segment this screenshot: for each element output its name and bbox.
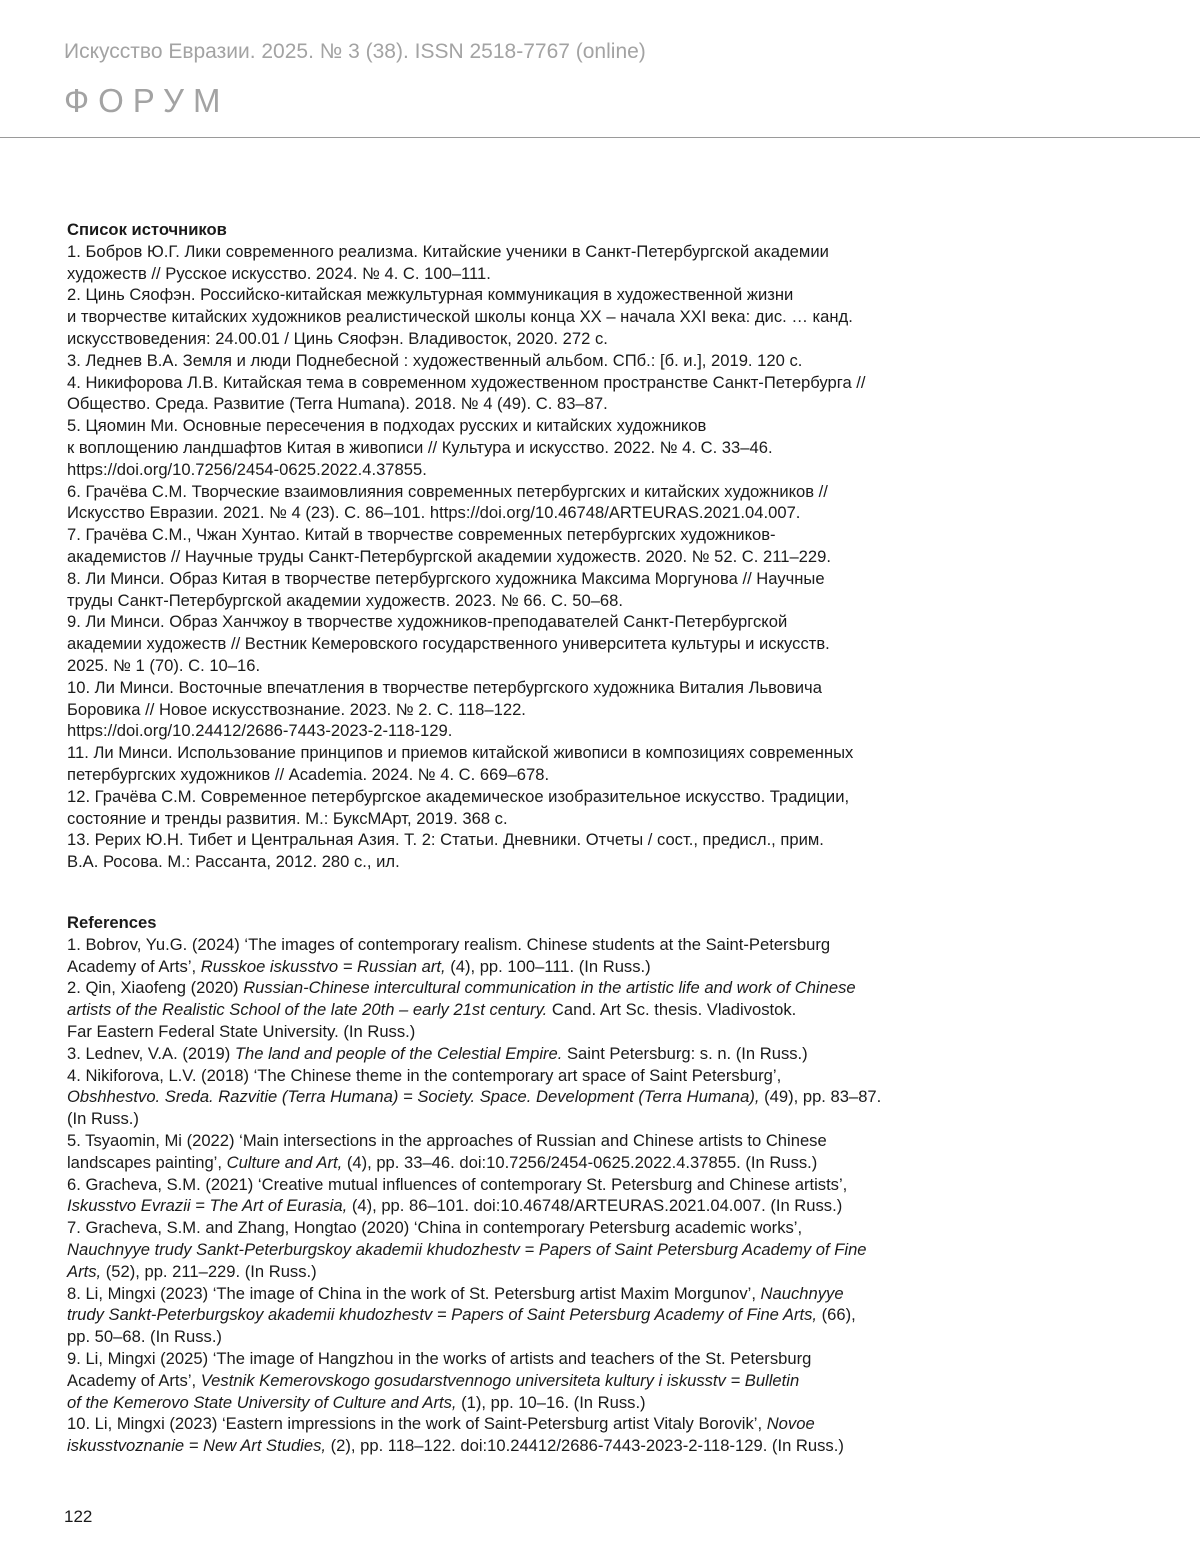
reference-line bbox=[67, 1435, 967, 1457]
source-line: 13. Рерих Ю.Н. Тибет и Центральная Азия. Т. 2: Статьи. Дневники. Отчеты / сост., предисл., прим. bbox=[67, 830, 824, 850]
source-line: искусствоведения: 24.00.01 / Цинь Сяофэн. Владивосток, 2020. 272 с. bbox=[67, 328, 608, 348]
source-line: академистов // Научные труды Санкт-Петербургской академии художеств. 2020. № 52. С. 211–229. bbox=[67, 546, 831, 566]
reference-line bbox=[67, 1217, 967, 1239]
reference-text-segment: Academy of Arts’, bbox=[67, 1370, 201, 1390]
source-line: 11. Ли Минси. Использование принципов и приемов китайской живописи в композициях современных bbox=[67, 743, 854, 763]
reference-line bbox=[67, 999, 967, 1021]
reference-text-segment: (In Russ.) bbox=[67, 1109, 139, 1129]
source-line: академии художеств // Вестник Кемеровского государственного университета культуры и искусств. bbox=[67, 634, 830, 654]
source-line: https://doi.org/10.24412/2686-7443-2023-2-118-129. bbox=[67, 721, 453, 741]
reference-line bbox=[67, 1326, 967, 1348]
source-line: и творчестве китайских художников реалистической школы конца XX – начала XXI века: дис. … канд. bbox=[67, 307, 853, 327]
reference-line bbox=[67, 1152, 967, 1174]
reference-text-segment: 10. Li, Mingxi (2023) ‘Eastern impressions in the work of Saint-Petersburg artist Vitaly Borovik’, bbox=[67, 1414, 767, 1434]
reference-line bbox=[67, 1108, 967, 1130]
page-number: 122 bbox=[64, 1507, 93, 1526]
reference-italic-segment: iskusstvoznanie = New Art Studies, bbox=[67, 1436, 327, 1456]
reference-text-segment: (4), pp. 33–46. doi:10.7256/2454-0625.2022.4.37855. (In Russ.) bbox=[342, 1152, 818, 1172]
source-line: 1. Бобров Ю.Г. Лики современного реализма. Китайские ученики в Санкт-Петербургской академии bbox=[67, 241, 829, 261]
source-line: 2. Цинь Сяофэн. Российско-китайская межкультурная коммуникация в художественной жизни bbox=[67, 285, 794, 305]
reference-italic-segment: Vestnik Kemerovskogo gosudarstvennogo universiteta kultury i iskusstv = Bulletin bbox=[200, 1370, 800, 1390]
reference-text-segment: (4), pp. 100–111. (In Russ.) bbox=[445, 956, 651, 976]
reference-text-segment: Saint Petersburg: s. n. (In Russ.) bbox=[562, 1043, 808, 1063]
reference-text-segment: (49), pp. 83–87. bbox=[759, 1087, 882, 1107]
reference-italic-segment: Russian-Chinese intercultural communication in the artistic life and work of Chinese bbox=[243, 978, 856, 998]
reference-italic-segment: Nauchnyye trudy Sankt-Peterburgskoy akademii khudozhestv = Papers of Saint Petersburg Academy of Fine bbox=[67, 1239, 867, 1259]
reference-text-segment: 1. Bobrov, Yu.G. (2024) ‘The images of contemporary realism. Chinese students at the Saint-Petersburg bbox=[67, 934, 831, 954]
references-list-en bbox=[67, 912, 967, 1457]
reference-italic-segment: The land and people of the Celestial Empire. bbox=[234, 1043, 563, 1063]
source-line: 7. Грачёва С.М., Чжан Хунтао. Китай в творчестве современных петербургских художников- bbox=[67, 525, 776, 545]
reference-italic-segment: Obshhestvo. Sreda. Razvitie (Terra Humana) = Society. Space. Development (Terra Humana), bbox=[67, 1087, 760, 1107]
source-line: художеств // Русское искусство. 2024. № 4. С. 100–111. bbox=[67, 263, 491, 283]
reference-text-segment: (2), pp. 118–122. doi:10.24412/2686-7443-2023-2-118-129. (In Russ.) bbox=[326, 1436, 844, 1456]
reference-line bbox=[67, 977, 967, 999]
source-line: 3. Леднев В.А. Земля и люди Поднебесной : художественный альбом. СПб.: [б. и.], 2019. 120 с. bbox=[67, 350, 803, 370]
sources-lines bbox=[67, 241, 967, 873]
reference-text-segment: (52), pp. 211–229. (In Russ.) bbox=[101, 1261, 317, 1281]
source-line: Боровика // Новое искусствознание. 2023. № 2. С. 118–122. bbox=[67, 699, 526, 719]
reference-text-segment: pp. 50–68. (In Russ.) bbox=[67, 1327, 222, 1347]
reference-line bbox=[67, 1239, 967, 1261]
source-line: 5. Цяомин Ми. Основные пересечения в подходах русских и китайских художников bbox=[67, 416, 707, 436]
source-line: 9. Ли Минси. Образ Ханчжоу в творчестве художников-преподавателей Санкт-Петербургской bbox=[67, 612, 788, 632]
section-title: ФОРУМ bbox=[64, 82, 230, 119]
reference-line bbox=[67, 1021, 967, 1043]
source-line: В.А. Росова. М.: Рассанта, 2012. 280 с., ил. bbox=[67, 852, 400, 872]
reference-text-segment: 7. Gracheva, S.M. and Zhang, Hongtao (2020) ‘China in contemporary Petersburg academic works’, bbox=[67, 1218, 803, 1238]
reference-text-segment: Far Eastern Federal State University. (In Russ.) bbox=[67, 1021, 416, 1041]
reference-italic-segment: trudy Sankt-Peterburgskoy akademii khudozhestv = Papers of Saint Petersburg Academy of Fine Arts, bbox=[67, 1305, 818, 1325]
reference-text-segment: Cand. Art Sc. thesis. Vladivostok. bbox=[547, 1000, 797, 1020]
reference-italic-segment: Novoe bbox=[766, 1414, 815, 1434]
source-line: петербургских художников // Academia. 2024. № 4. С. 669–678. bbox=[67, 764, 550, 784]
reference-italic-segment: Culture and Art, bbox=[226, 1152, 343, 1172]
reference-text-segment: (4), pp. 86–101. doi:10.46748/ARTEURAS.2021.04.007. (In Russ.) bbox=[347, 1196, 843, 1216]
reference-line bbox=[67, 1043, 967, 1065]
reference-text-segment: 2. Qin, Xiaofeng (2020) bbox=[67, 978, 244, 998]
reference-line bbox=[67, 1130, 967, 1152]
journal-header: Искусство Евразии. 2025. № 3 (38). ISSN 2518-7767 (online) bbox=[64, 40, 646, 63]
references-heading: References bbox=[67, 913, 157, 932]
source-line: Общество. Среда. Развитие (Terra Humana). 2018. № 4 (49). С. 83–87. bbox=[67, 394, 608, 414]
reference-italic-segment: Nauchnyye bbox=[760, 1283, 844, 1303]
reference-italic-segment: Arts, bbox=[67, 1261, 102, 1281]
reference-text-segment: (1), pp. 10–16. (In Russ.) bbox=[456, 1392, 646, 1412]
source-line: к воплощению ландшафтов Китая в живописи // Культура и искусство. 2022. № 4. С. 33–46. bbox=[67, 437, 773, 457]
reference-text-segment: 5. Tsyaomin, Mi (2022) ‘Main intersections in the approaches of Russian and Chinese artists to Chinese bbox=[67, 1130, 827, 1150]
header-divider bbox=[0, 137, 1200, 138]
source-line: труды Санкт-Петербургской академии художеств. 2023. № 66. С. 50–68. bbox=[67, 590, 623, 610]
reference-text-segment: 8. Li, Mingxi (2023) ‘The image of China in the work of St. Petersburg artist Maxim Morgunov’, bbox=[67, 1283, 761, 1303]
source-line: 8. Ли Минси. Образ Китая в творчестве петербургского художника Максима Моргунова // Научные bbox=[67, 568, 825, 588]
reference-line bbox=[67, 1348, 967, 1370]
reference-text-segment: 3. Lednev, V.A. (2019) bbox=[67, 1043, 235, 1063]
reference-italic-segment: Russkoe iskusstvo = Russian art, bbox=[200, 956, 446, 976]
source-line: 6. Грачёва С.М. Творческие взаимовлияния современных петербургских и китайских художников // bbox=[67, 481, 828, 501]
reference-text-segment: 6. Gracheva, S.M. (2021) ‘Creative mutual influences of contemporary St. Petersburg and Chinese artists’, bbox=[67, 1174, 848, 1194]
source-line: состояние и тренды развития. М.: БуксМАрт, 2019. 368 с. bbox=[67, 808, 508, 828]
reference-line bbox=[67, 1283, 967, 1305]
reference-text-segment: landscapes painting’, bbox=[67, 1152, 227, 1172]
reference-line bbox=[67, 956, 967, 978]
reference-line bbox=[67, 1304, 967, 1326]
reference-line bbox=[67, 1261, 967, 1283]
reference-line bbox=[67, 1392, 967, 1414]
source-line: 2025. № 1 (70). С. 10–16. bbox=[67, 655, 261, 675]
reference-text-segment: Academy of Arts’, bbox=[67, 956, 201, 976]
source-line: 12. Грачёва С.М. Современное петербургское академическое изобразительное искусство. Традиции, bbox=[67, 786, 850, 806]
references-lines bbox=[67, 934, 967, 1457]
reference-italic-segment: artists of the Realistic School of the late 20th – early 21st century. bbox=[67, 1000, 548, 1020]
reference-line bbox=[67, 1370, 967, 1392]
reference-line bbox=[67, 1086, 967, 1108]
reference-line bbox=[67, 1195, 967, 1217]
sources-heading: Список источников bbox=[67, 220, 227, 239]
reference-text-segment: 4. Nikiforova, L.V. (2018) ‘The Chinese theme in the contemporary art space of Saint Petersburg’, bbox=[67, 1065, 782, 1085]
reference-italic-segment: Iskusstvo Evrazii = The Art of Eurasia, bbox=[67, 1196, 348, 1216]
reference-text-segment: 9. Li, Mingxi (2025) ‘The image of Hangzhou in the works of artists and teachers of the St. Petersburg bbox=[67, 1348, 812, 1368]
reference-line bbox=[67, 1174, 967, 1196]
sources-list-ru bbox=[67, 219, 967, 873]
reference-line bbox=[67, 1065, 967, 1087]
source-line: https://doi.org/10.7256/2454-0625.2022.4.37855. bbox=[67, 459, 427, 479]
reference-line bbox=[67, 934, 967, 956]
source-line: Искусство Евразии. 2021. № 4 (23). С. 86–101. https://doi.org/10.46748/ARTEURAS.2021.04.007. bbox=[67, 503, 801, 523]
reference-line bbox=[67, 1413, 967, 1435]
reference-italic-segment: of the Kemerovo State University of Culture and Arts, bbox=[67, 1392, 457, 1412]
source-line: 10. Ли Минси. Восточные впечатления в творчестве петербургского художника Виталия Львовича bbox=[67, 677, 822, 697]
source-line: 4. Никифорова Л.В. Китайская тема в современном художественном пространстве Санкт-Петербурга // bbox=[67, 372, 866, 392]
reference-text-segment: (66), bbox=[817, 1305, 856, 1325]
